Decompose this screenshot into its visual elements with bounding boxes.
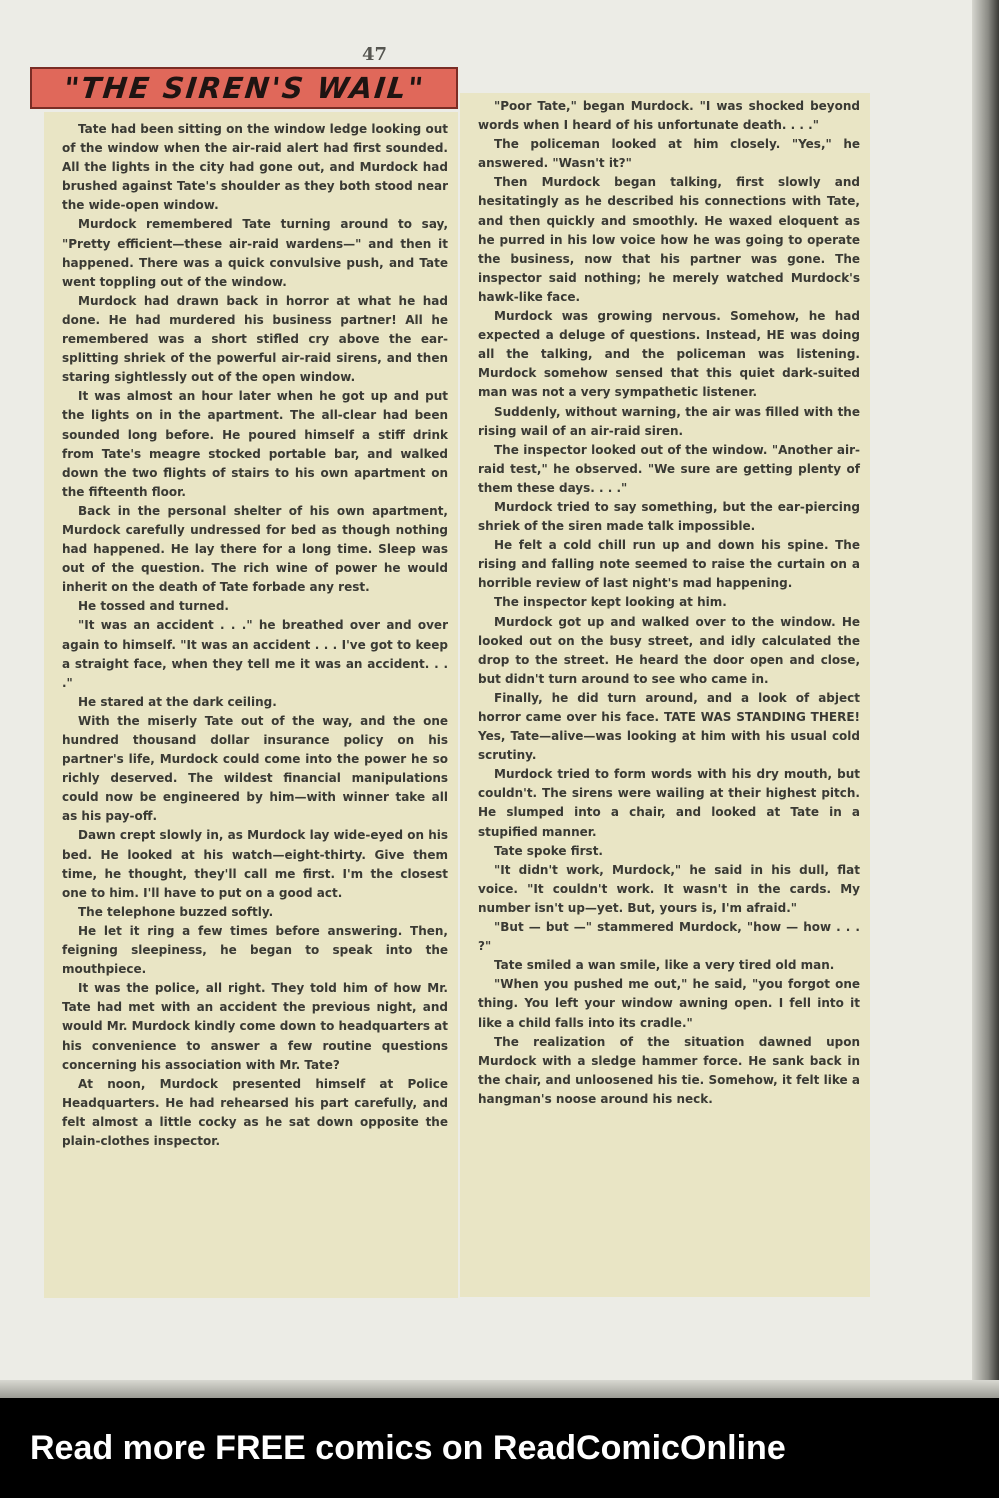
story-paragraph: Murdock remembered Tate turning around to say, "Pretty efficient—these air-raid wardens—" and then it happened. There was a quick convulsive push, and Tate went toppling out of the window.: [62, 217, 448, 289]
story-paragraph: He let it ring a few times before answering. Then, feigning sleepiness, he began to speak into the mouthpiece.: [62, 923, 448, 977]
story-column-left: [44, 112, 458, 1298]
story-paragraph: It was almost an hour later when he got up and put the lights on in the apartment. The all-clear had been sounded long before. He poured himself a stiff drink from Tate's meagre stocked portable bar, and walked down the two flights of stairs to his own apartment on the fifteenth floor.: [62, 389, 448, 499]
story-paragraph: Tate smiled a wan smile, like a very tired old man.: [494, 958, 835, 973]
story-paragraph: Back in the personal shelter of his own apartment, Murdock carefully undressed for bed as though nothing had happened. He lay there for a long time. Sleep was out of the question. The rich wine of power he would inherit on the death of Tate forbade any rest.: [62, 503, 448, 595]
story-paragraph: Murdock had drawn back in horror at what he had done. He had murdered his business partner! All he remembered was a short stifled cry above the ear-splitting shriek of the powerful air-raid sirens, and then staring sightlessly out of the open window.: [62, 293, 448, 385]
story-paragraph: Then Murdock began talking, first slowly and hesitatingly as he described his connections with Tate, and then quickly and smoothly. He waxed eloquent as he purred in his low voice how he was going to operate the business, now that his partner was gone. The inspector said nothing; he merely watched Murdock's hawk-like face.: [478, 175, 860, 304]
story-paragraph: Murdock was growing nervous. Somehow, he had expected a deluge of questions. Instead, HE was doing all the talking, and the policeman was listening. Murdock somehow sensed that this quiet dark-suited man was not a very sympathetic listener.: [478, 309, 860, 400]
page-edge: [972, 0, 999, 1398]
story-paragraph: "But — but —" stammered Murdock, "how — how . . . ?": [478, 920, 860, 954]
story-paragraph: Murdock tried to form words with his dry mouth, but couldn't. The sirens were wailing at their highest pitch. He slumped into a chair, and looked at Tate in a stupified manner.: [478, 767, 860, 839]
story-paragraph: At noon, Murdock presented himself at Police Headquarters. He had rehearsed his part carefully, and felt almost a little cocky as he sat down opposite the plain-clothes inspector.: [62, 1076, 448, 1148]
page-number: 47: [362, 44, 388, 65]
story-paragraph: The policeman looked at him closely. "Yes," he answered. "Wasn't it?": [478, 137, 860, 171]
story-paragraph: "Poor Tate," began Murdock. "I was shocked beyond words when I heard of his unfortunate death. . . .": [478, 99, 860, 133]
story-paragraph: Finally, he did turn around, and a look of abject horror came over his face. TATE WAS STANDING THERE! Yes, Tate—alive—was looking at him with his usual cold scrutiny.: [478, 690, 860, 763]
story-paragraph: Murdock tried to say something, but the ear-piercing shriek of the siren made talk impossible.: [478, 499, 860, 534]
story-paragraph: The inspector looked out of the window. "Another air-raid test," he observed. "We sure are getting plenty of them these days. . . .": [478, 442, 860, 495]
story-paragraph: It was the police, all right. They told him of how Mr. Tate had met with an accident the previous night, and would Mr. Murdock kindly come down to headquarters at his convenience to answer a few routine questions concerning his association with Mr. Tate?: [62, 981, 448, 1072]
story-paragraph: He felt a cold chill run up and down his spine. The rising and falling note seemed to raise the curtain on a horrible review of last night's mad happening.: [478, 538, 860, 591]
story-paragraph: Dawn crept slowly in, as Murdock lay wide-eyed on his bed. He looked at his watch—eight-thirty. Give them time, he thought, they'll call me first. I'm the closest one to him. I'll have to put on a good act.: [62, 828, 448, 900]
story-paragraph: The inspector kept looking at him.: [494, 595, 727, 610]
footer-text[interactable]: Read more FREE comics on ReadComicOnline: [30, 1428, 786, 1467]
footer-banner: [0, 1398, 999, 1498]
story-title-banner: [30, 67, 458, 109]
story-paragraph: "It didn't work, Murdock," he said in his dull, flat voice. "It couldn't work. It wasn't in the cards. My number isn't up—yet. But, yours is, I'm afraid.": [478, 862, 860, 915]
story-paragraph: Suddenly, without warning, the air was filled with the rising wail of an air-raid siren.: [478, 404, 860, 438]
story-paragraph: He stared at the dark ceiling.: [78, 694, 277, 709]
story-column-right: [460, 93, 870, 1297]
story-paragraph: With the miserly Tate out of the way, and the one hundred thousand dollar insurance policy on his partner's life, Murdock could come into the power he so richly deserved. The wildest financial manipulations could now be engineered by him—with winner take all as his pay-off.: [62, 713, 448, 824]
story-paragraph: Murdock got up and walked over to the window. He looked out on the busy street, and idly calculated the drop to the street. He heard the door open and close, but didn't turn around to see who came in.: [478, 614, 860, 686]
story-paragraph: Tate spoke first.: [494, 843, 603, 858]
story-paragraph: Tate had been sitting on the window ledge looking out of the window when the air-raid alert had first sounded. All the lights in the city had gone out, and Murdock had brushed against Tate's shoulder as they both stood near the wide-open window.: [62, 122, 448, 213]
story-paragraph: "When you pushed me out," he said, "you forgot one thing. You left your window awning open. I fell into it like a child falls into its cradle.": [478, 977, 860, 1030]
story-title: "THE SIREN'S WAIL": [61, 71, 427, 105]
story-paragraph: The telephone buzzed softly.: [78, 904, 274, 919]
story-paragraph: The realization of the situation dawned upon Murdock with a sledge hammer force. He sank back in the chair, and unloosened his tie. Somehow, it felt like a hangman's noose around his neck.: [478, 1034, 860, 1106]
story-paragraph: He tossed and turned.: [78, 599, 229, 614]
page-bottom-shadow: [0, 1380, 999, 1398]
story-paragraph: "It was an accident . . ." he breathed over and over again to himself. "It was an accident . . . I've got to keep a straight face, when they tell me it was an accident. . . .": [62, 618, 448, 690]
